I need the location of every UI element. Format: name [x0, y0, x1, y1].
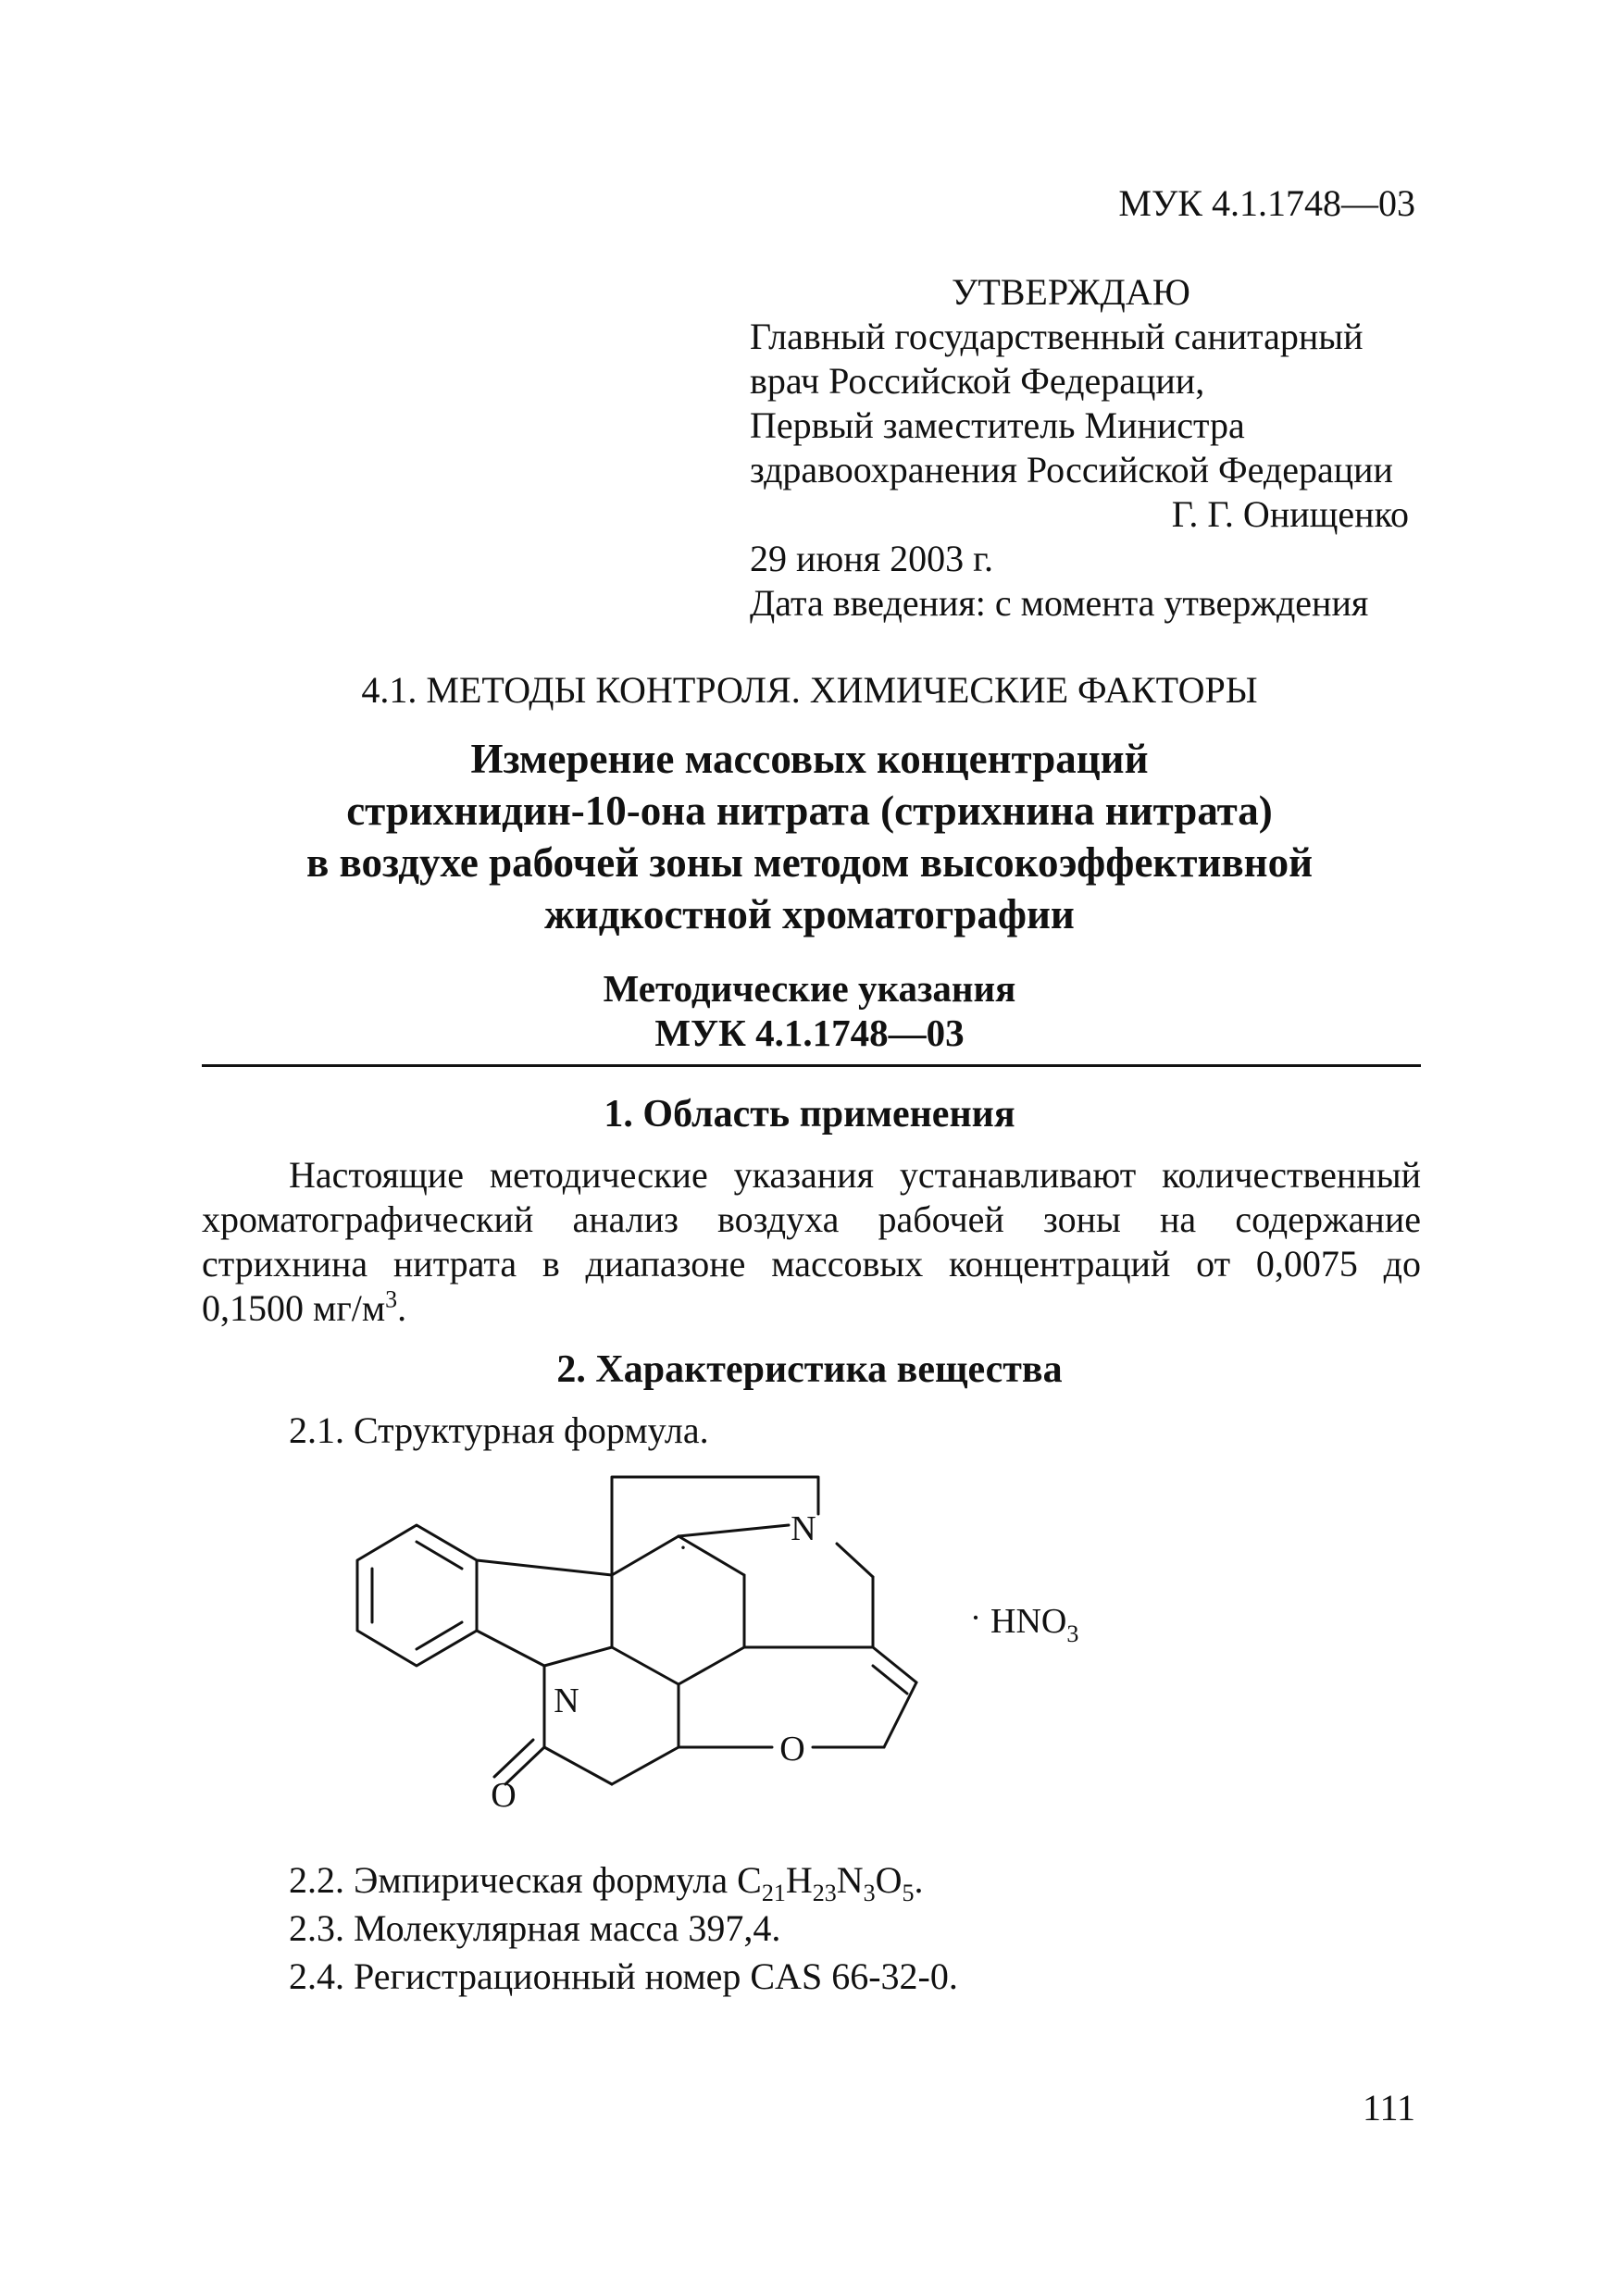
bond — [544, 1747, 612, 1784]
benzene-double-bond — [417, 1622, 462, 1649]
unit-exponent: 3 — [385, 1285, 398, 1313]
salt-formula-main: HNO — [990, 1602, 1067, 1641]
carbonyl-bond — [494, 1740, 533, 1777]
bond — [477, 1560, 612, 1575]
benzene-ring — [357, 1525, 477, 1666]
section-2-heading: 2. Характеристика вещества — [556, 1348, 1063, 1391]
bond — [612, 1536, 679, 1575]
page-number: 111 — [1362, 2087, 1415, 2128]
salt-dot: · — [970, 1599, 981, 1636]
subtitle-code: МУК 4.1.1748—03 — [654, 1011, 965, 1054]
benzene-double-bond — [417, 1542, 462, 1569]
approval-line: Главный государственный санитарный — [750, 316, 1364, 357]
bond — [837, 1544, 873, 1577]
nitrogen-atom-label: N — [791, 1509, 816, 1548]
item-molecular-mass: 2.3. Молекулярная масса 397,4. — [289, 1907, 781, 1949]
subscript: 23 — [812, 1880, 837, 1906]
bond — [679, 1525, 789, 1536]
element: H — [785, 1859, 813, 1901]
subscript: 3 — [863, 1880, 876, 1906]
empirical-formula-prefix: 2.2. Эмпирическая формула C — [289, 1859, 762, 1901]
subscript: 5 — [902, 1880, 915, 1906]
section-1-heading: 1. Область применения — [604, 1093, 1015, 1136]
introduction-date: Дата введения: с момента утверждения — [750, 582, 1369, 624]
title-line: в воздухе рабочей зоны методом высокоэффективной — [305, 839, 1314, 886]
stereo-dot: · — [679, 1533, 688, 1563]
bond — [477, 1631, 544, 1666]
subscript: 21 — [761, 1880, 786, 1906]
bond — [873, 1647, 916, 1682]
approval-heading: УТВЕРЖДАЮ — [952, 271, 1190, 313]
item-structural-formula: 2.1. Структурная формула. — [289, 1409, 709, 1451]
salt-formula — [990, 1602, 1078, 1647]
bond — [612, 1747, 679, 1784]
nitrogen-atom-label: N — [554, 1682, 579, 1720]
bond — [544, 1647, 612, 1666]
bond — [612, 1647, 679, 1684]
oxygen-atom-label: O — [491, 1776, 517, 1815]
bond — [679, 1647, 744, 1684]
item-empirical-formula — [289, 1858, 924, 1906]
bond — [679, 1536, 744, 1575]
bond — [884, 1682, 916, 1747]
approval-date: 29 июня 2003 г. — [750, 538, 993, 579]
title-line: стрихнидин-10-она нитрата (стрихнина нитрата) — [346, 788, 1273, 834]
approval-line: Первый заместитель Министра — [750, 404, 1245, 446]
paragraph-line: хроматографический анализ воздуха рабочей зоны на содержание — [202, 1198, 1421, 1240]
paragraph-line: стрихнина нитрата в диапазоне массовых концентраций от 0,0075 до — [202, 1243, 1421, 1285]
oxygen-atom-label: O — [779, 1730, 805, 1769]
sentence-end: . — [397, 1287, 407, 1329]
title-line: Измерение массовых концентраций — [470, 736, 1149, 782]
element: O — [875, 1859, 903, 1901]
approval-signer: Г. Г. Онищенко — [1171, 493, 1409, 535]
approval-line: здравоохранения Российской Федерации — [750, 449, 1393, 490]
document-code: МУК 4.1.1748—03 — [1118, 182, 1415, 224]
item-cas-number: 2.4. Регистрационный номер CAS 66-32-0. — [289, 1955, 958, 1997]
paragraph-line: Настоящие методические указания устанавливают количественный — [289, 1154, 1421, 1196]
approval-line: врач Российской Федерации, — [750, 360, 1205, 402]
section-heading: 4.1. МЕТОДЫ КОНТРОЛЯ. ХИМИЧЕСКИЕ ФАКТОРЫ — [361, 669, 1258, 711]
concentration-value: 0,1500 мг/м — [202, 1287, 386, 1329]
sentence-end: . — [914, 1859, 924, 1901]
title-line: жидкостной хроматографии — [544, 891, 1075, 937]
salt-formula-subscript: 3 — [1066, 1620, 1079, 1647]
element: N — [836, 1859, 864, 1901]
subtitle-line: Методические указания — [603, 967, 1016, 1010]
